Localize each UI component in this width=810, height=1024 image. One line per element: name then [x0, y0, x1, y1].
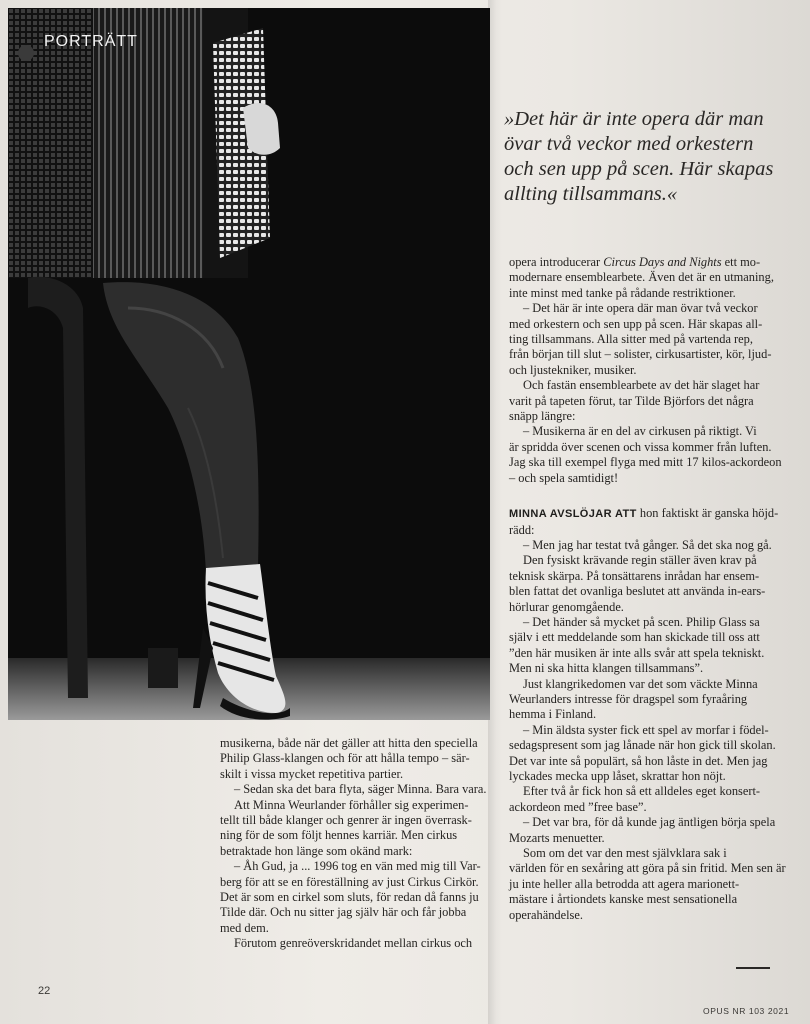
body-line: Efter två år fick hon så ett alldeles eget konsert-: [523, 784, 761, 799]
body-line: – Det här är inte opera där man övar två veckor: [523, 301, 758, 316]
body-line: Men ni ska hitta klangen tillsammans”.: [509, 661, 704, 676]
body-line: själv i ett meddelande som han skickade till oss att: [509, 630, 760, 645]
body-line: sedagspresent som jag lånade när hon gick till skolan.: [509, 738, 776, 753]
body-line: lyckades mecka upp låset, skrattar hon nöjt.: [509, 769, 726, 783]
page-spine: [488, 0, 502, 1024]
body-line: blen fattat det ovanliga beslutet att använda in-ears-: [509, 584, 766, 599]
accordion-player-photo-icon: [8, 8, 490, 720]
left-column: [220, 736, 488, 952]
body-line: ju inte heller alla betrodda att agera marionett-: [509, 876, 740, 891]
section-label: PORTRÄTT: [44, 33, 138, 50]
pull-quote-line: och sen upp på scen. Här skapas: [504, 158, 774, 180]
body-line: tellt till både klanger och genrer är ingen överrask-: [220, 813, 472, 828]
body-line: – Min äldsta syster fick ett spel av morfar i födel-: [523, 722, 769, 737]
body-line: – Men jag har testat två gånger. Så det ska nog gå.: [523, 537, 772, 552]
body-line: berg för att se en föreställning av just Cirkus Cirkör.: [220, 874, 479, 889]
body-line: med dem.: [220, 920, 269, 935]
body-line: Den fysiskt krävande regin ställer även krav på: [523, 553, 757, 568]
body-line: inte minst med tanke på rådande restriktioner.: [509, 285, 736, 300]
body-line: – och spela samtidigt!: [509, 470, 619, 485]
pull-quote: [504, 107, 794, 207]
body-line: Förutom genreöverskridandet mellan cirkus och: [234, 936, 473, 951]
body-line: – Det händer så mycket på scen. Philip Glass sa: [523, 614, 760, 629]
body-line: varit på tapeten förut, tar Tilde Björfors det några: [509, 393, 754, 408]
body-line: Mozarts menuetter.: [509, 830, 605, 845]
paragraph-gap: [509, 486, 785, 506]
body-line: Och fastän ensemblearbete av det här slaget har: [523, 378, 760, 393]
body-line: skilt i vissa mycket repetitiva partier.: [220, 766, 404, 781]
body-line: Jag ska till exempel flyga med mitt 17 kilos-ackordeon: [509, 455, 782, 470]
body-line: Just klangrikedomen var det som väckte Minna: [523, 676, 758, 691]
body-line: betraktade hon länge som okänd mark:: [220, 843, 413, 858]
body-line: världen för en sexåring att göra på sin fritid. Men sen är: [509, 861, 786, 876]
body-line: rädd:: [509, 522, 535, 537]
pull-quote-line: övar två veckor med orkestern: [504, 133, 754, 155]
body-line: – Åh Gud, ja ... 1996 tog en vän med mig till Var-: [234, 859, 481, 874]
body-line: hörlurar genomgående.: [509, 599, 624, 614]
body-line: ”den här musiken är inte alls svår att spela tekniskt.: [509, 645, 765, 660]
lead-in-caps: MINNA AVSLÖJAR ATT: [509, 508, 637, 521]
body-line: Det var inte så populärt, så hon låste in det. Men jag: [509, 753, 768, 768]
body-line: modernare ensemblearbete. Även det är en utmaning,: [509, 270, 774, 285]
right-column: [509, 255, 785, 923]
body-line: – Musikerna är en del av cirkusen på riktigt. Vi: [523, 424, 757, 439]
body-line: musikerna, både när det gäller att hitta den speciella: [220, 736, 478, 750]
body-line: Weurlanders intresse för dragspel som fyraåring: [509, 691, 748, 706]
pull-quote-line: »Det här är inte opera där man: [504, 108, 764, 130]
body-line: – Det var bra, för då kunde jag äntligen börja spela: [523, 815, 776, 830]
body-line: [509, 255, 785, 270]
end-of-article-mark: [736, 967, 756, 969]
body-line: hemma i Finland.: [509, 707, 597, 722]
performer-photo: [8, 8, 490, 720]
body-line: är spridda över scenen och vissa kommer från luften.: [509, 439, 772, 454]
body-text: hon faktiskt är ganska höjd-: [636, 506, 779, 521]
body-line: teknisk skärpa. På tonsättarens inrådan har ensem-: [509, 568, 760, 583]
magazine-issue: OPUS NR 103 2021: [703, 1006, 790, 1016]
body-line: Att Minna Weurlander förhåller sig experimen-: [234, 797, 469, 812]
body-line: med orkestern och sen upp på scen. Här skapas all-: [509, 316, 763, 331]
body-line: ting tillsammans. Alla sitter med på vartenda rep,: [509, 332, 753, 347]
pull-quote-line: allting tillsammans.«: [504, 183, 678, 205]
body-line: ackordeon med ”free base”.: [509, 799, 647, 814]
page-number: 22: [38, 985, 51, 997]
body-line: Det är som en cirkel som sluts, för redan då fanns ju: [220, 890, 479, 905]
body-line: Tilde där. Och nu sitter jag själv här och får jobba: [220, 905, 467, 920]
body-line: snäpp längre:: [509, 409, 576, 424]
body-line: Philip Glass-klangen och för att hålla tempo – sär-: [220, 751, 470, 766]
body-text: ett mo-: [721, 255, 761, 269]
body-line: operahändelse.: [509, 907, 583, 922]
body-line: mästare i årtiondets kanske mest sensationella: [509, 892, 738, 907]
body-text: opera introducerar: [509, 255, 604, 269]
body-line: – Sedan ska det bara flyta, säger Minna. Bara vara.: [234, 782, 487, 797]
work-title: Circus Days and Nights: [603, 255, 722, 269]
body-line: och ljustekniker, musiker.: [509, 362, 637, 377]
body-line: från början till slut – solister, cirkusartister, kör, ljud-: [509, 347, 772, 362]
body-line: [509, 506, 785, 522]
body-line: Som om det var den mest självklara sak i: [523, 846, 727, 861]
body-line: ning för de som följt hennes karriär. Men cirkus: [220, 828, 458, 843]
